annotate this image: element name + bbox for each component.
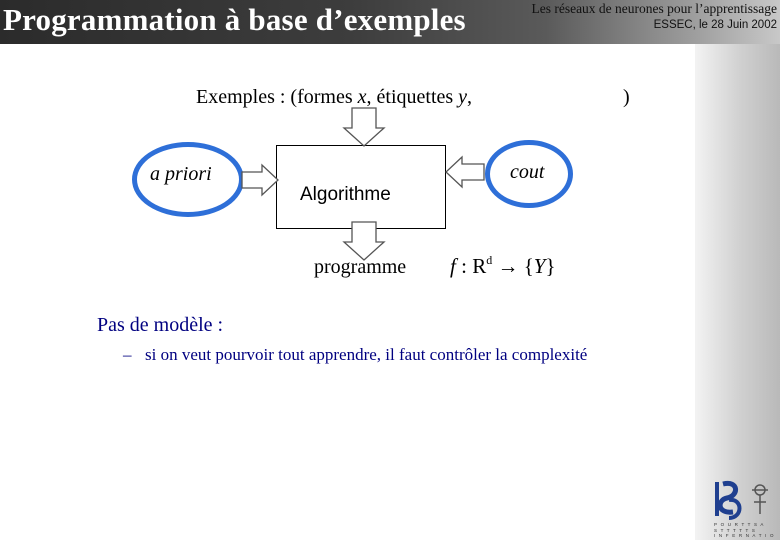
examples-close-paren: ) [623,86,630,108]
course-date: ESSEC, le 28 Juin 2002 [653,19,777,31]
apriori-right-arrow [240,164,280,196]
slide-title: Programmation à base d’exemples [3,2,466,37]
examples-x: x [357,86,367,108]
bullet-item [123,345,587,365]
apriori-label: a priori [150,163,212,185]
examples-prefix: Exemples : (formes [196,86,358,108]
formula-f: f [450,254,456,278]
examples-suffix: , [467,86,473,108]
algorithm-label: Algorithme [300,184,391,205]
examples-mid: , étiquettes [366,86,459,108]
side-gradient-band [695,0,780,540]
programme-label: programme [314,256,407,278]
top-down-arrow [342,108,386,148]
examples-line [196,86,472,109]
header-bar [0,0,780,44]
logo-caption-line2: S T T T T T S [714,527,757,533]
formula-R: R [472,254,487,278]
logo-caption-line3: I N F E R N A T I O [714,533,775,538]
logo-caption-line1: P O U R T T S A [714,522,765,527]
formula-arrow: → [492,254,524,278]
cout-label: cout [510,161,545,183]
formula-colon: : [455,254,473,278]
bullet-text: si on veut pourvoir tout apprendre, il faut contrôler la complexité [145,345,588,364]
section-heading: Pas de modèle : [97,314,224,336]
examples-y: y [458,86,468,108]
formula-lbrace: { [523,254,534,278]
formula-d: d [486,253,493,267]
formula-rbrace: } [545,254,556,278]
bullet-dash: – [123,345,132,364]
logo-caption [714,522,780,539]
course-title: Les réseaux de neurones pour l’apprentissage [531,1,777,16]
cout-left-arrow [444,156,486,188]
mapping-formula [450,254,556,279]
formula-Y: Y [533,254,546,278]
